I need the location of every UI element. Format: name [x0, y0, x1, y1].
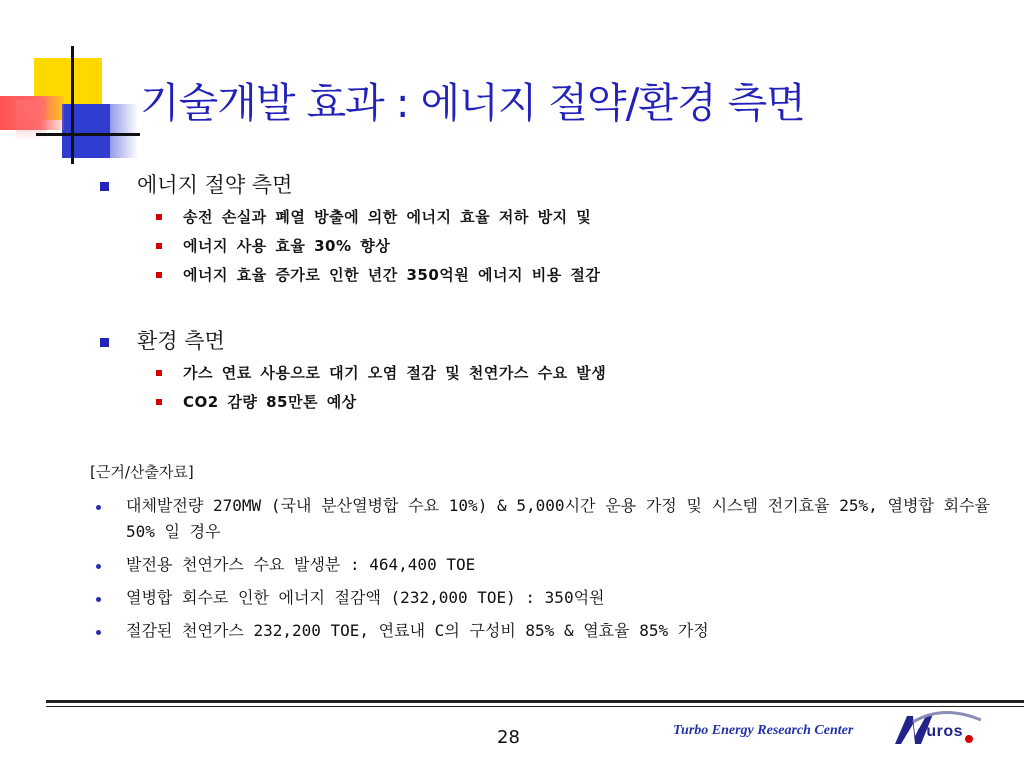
logo-text: euros — [917, 723, 964, 740]
list-item — [156, 202, 600, 231]
slide-title: 기술개발 효과 : 에너지 절약/환경 측면 — [140, 79, 805, 127]
decor-horizontal-line — [36, 133, 140, 136]
list-item-text: 송전 손실과 폐열 방출에 의한 에너지 효율 저하 방지 및 — [183, 208, 592, 226]
list-item — [156, 387, 606, 416]
red-square-bullet-icon — [156, 272, 162, 278]
footer-divider-thick — [46, 700, 1024, 703]
slide-decoration — [0, 0, 140, 170]
reference-text: 열병합 회수로 인한 에너지 절감액 (232,000 TOE) : 350억원 — [126, 588, 605, 607]
list-item-text: 가스 연료 사용으로 대기 오염 절감 및 천연가스 수요 발생 — [183, 364, 607, 382]
section-heading — [100, 322, 606, 358]
organization-name: Turbo Energy Research Center — [673, 723, 854, 738]
footer-divider-thin — [46, 706, 1024, 707]
reference-item — [90, 585, 990, 611]
square-bullet-icon — [100, 182, 109, 191]
red-square-bullet-icon — [156, 243, 162, 249]
red-square-bullet-icon — [156, 370, 162, 376]
list-item — [156, 260, 600, 289]
reference-item — [90, 552, 990, 578]
decor-blue-fade — [108, 104, 138, 158]
section-environment — [100, 322, 606, 416]
reference-item — [90, 618, 990, 644]
reference-list — [90, 493, 990, 651]
list-item — [156, 358, 606, 387]
reference-text: 대체발전량 270MW (국내 분산열병합 수요 10%) & 5,000시간 운용 가정 및 시스템 전기효율 25%, 열병합 회수율 50% 일 경우 — [126, 496, 990, 541]
red-square-bullet-icon — [156, 214, 162, 220]
reference-item — [90, 493, 990, 545]
section-energy-saving — [100, 166, 600, 289]
list-item — [156, 231, 600, 260]
decor-vertical-line — [71, 46, 74, 164]
reference-heading: [근거/산출자료] — [90, 463, 194, 481]
reference-text: 절감된 천연가스 232,200 TOE, 연료내 C의 구성비 85% & 열효율 85% 가정 — [126, 621, 709, 640]
dot-bullet-icon — [96, 564, 101, 569]
square-bullet-icon — [100, 338, 109, 347]
decor-blue-square — [62, 104, 110, 158]
dot-bullet-icon — [96, 630, 101, 635]
dot-bullet-icon — [96, 597, 101, 602]
list-item-text: CO2 감량 85만톤 예상 — [183, 393, 357, 411]
sub-list — [100, 202, 600, 289]
section-heading — [100, 166, 600, 202]
sub-list — [100, 358, 606, 416]
list-item-text: 에너지 효율 증가로 인한 년간 350억원 에너지 비용 절감 — [183, 266, 601, 284]
dot-bullet-icon — [96, 505, 101, 510]
red-square-bullet-icon — [156, 399, 162, 405]
section-label: 에너지 절약 측면 — [137, 173, 293, 197]
reference-text: 발전용 천연가스 수요 발생분 : 464,400 TOE — [126, 555, 476, 574]
section-label: 환경 측면 — [137, 329, 225, 353]
page-number: 28 — [497, 727, 520, 748]
list-item-text: 에너지 사용 효율 30% 향상 — [183, 237, 391, 255]
